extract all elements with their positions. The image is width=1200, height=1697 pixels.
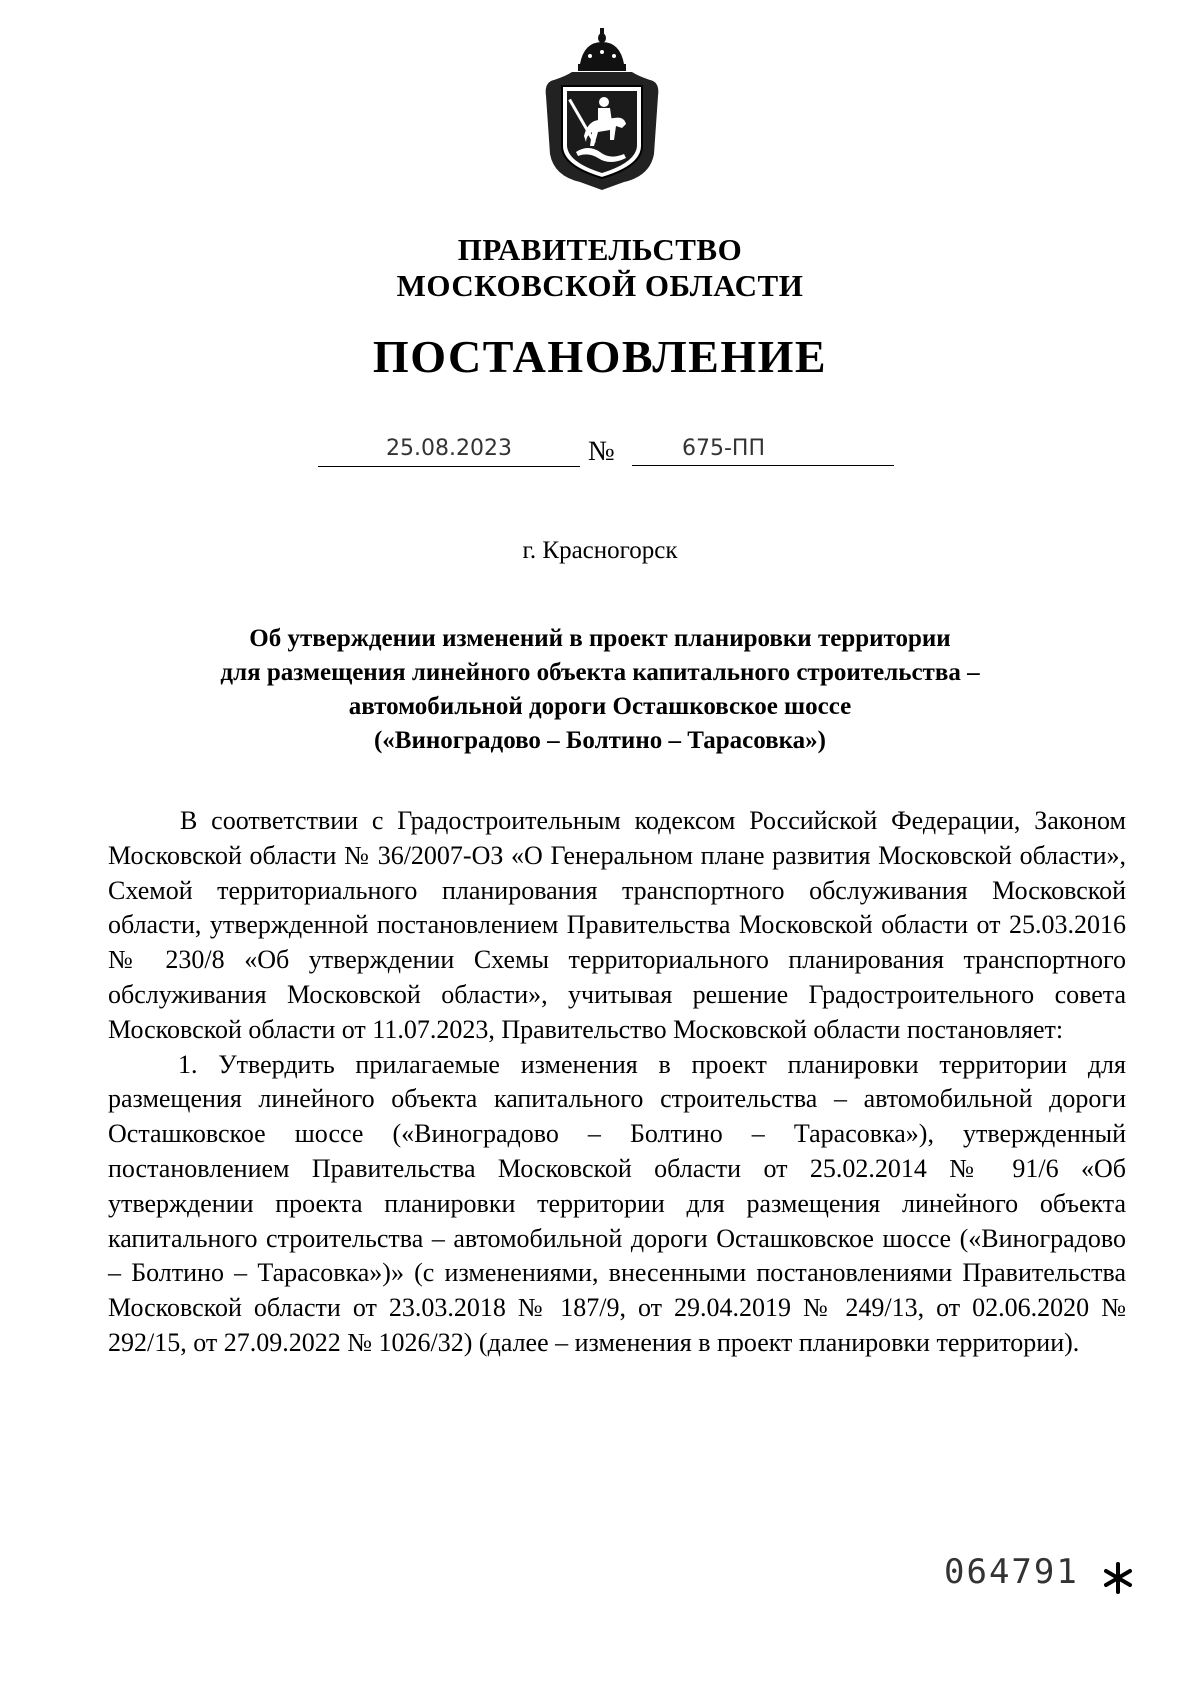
city-name: г. Красногорск xyxy=(522,537,678,564)
subject-line3: автомобильной дороги Осташковское шоссе xyxy=(348,693,852,720)
asterisk-icon xyxy=(1100,1560,1136,1596)
number-sign: № xyxy=(588,436,615,467)
subject-line1: Об утверждении изменений в проект планировки территории xyxy=(249,625,951,652)
government-title xyxy=(0,232,1200,304)
decree-body xyxy=(108,804,1126,1361)
government-title-line1: ПРАВИТЕЛЬСТВО xyxy=(457,232,743,267)
decree-number: 675-ПП xyxy=(632,432,894,466)
body-paragraph-preamble: В соответствии с Градостроительным кодексом Российской Федерации, Законом Московской области № 36/2007-ОЗ «О Генеральном плане развития Московской области», Схемой территориального планирования транспортного обслуживания Московской области, утвержденной постановлением Правительства Московской области от 25.03.2016 № 230/8 «Об утверждении Схемы территориального планирования транспортного обслуживания Московской области», учитывая решение Градостроительного совета Московской области от 11.07.2023, Правительство Московской области постановляет: xyxy=(108,806,1126,1044)
subject-line2: для размещения линейного объекта капитального строительства – xyxy=(220,659,980,686)
subject-line4: («Виноградово – Болтино – Тарасовка») xyxy=(373,727,826,754)
body-paragraph-item-1: 1. Утвердить прилагаемые изменения в проект планировки территории для размещения линейного объекта капитального строительства – автомобильной дороги Осташковское шоссе («Виноградово – Болтино – Тарасовка»), утвержденный постановлением Правительства Московской области от 25.02.2014 № 91/6 «Об утверждении проекта планировки территории для размещения линейного объекта капитального строительства – автомобильной дороги Осташковское шоссе («Виноградово – Болтино – Тарасовка»)» (с изменениями, внесенными постановлениями Правительства Московской области от 23.03.2018 № 187/9, от 29.04.2019 № 249/13, от 02.06.2020 № 292/15, от 27.09.2022 № 1026/32) (далее – изменения в проект планировки территории). xyxy=(108,1049,1126,1357)
government-title-line2: МОСКОВСКОЙ ОБЛАСТИ xyxy=(396,268,804,303)
registration-row xyxy=(0,432,1200,472)
decree-subject xyxy=(0,622,1200,758)
document-type-title: ПОСТАНОВЛЕНИЕ xyxy=(372,331,828,382)
serial-number: 064791 xyxy=(944,1552,1079,1592)
coat-of-arms-icon xyxy=(540,24,664,192)
decree-date: 25.08.2023 xyxy=(318,432,580,467)
